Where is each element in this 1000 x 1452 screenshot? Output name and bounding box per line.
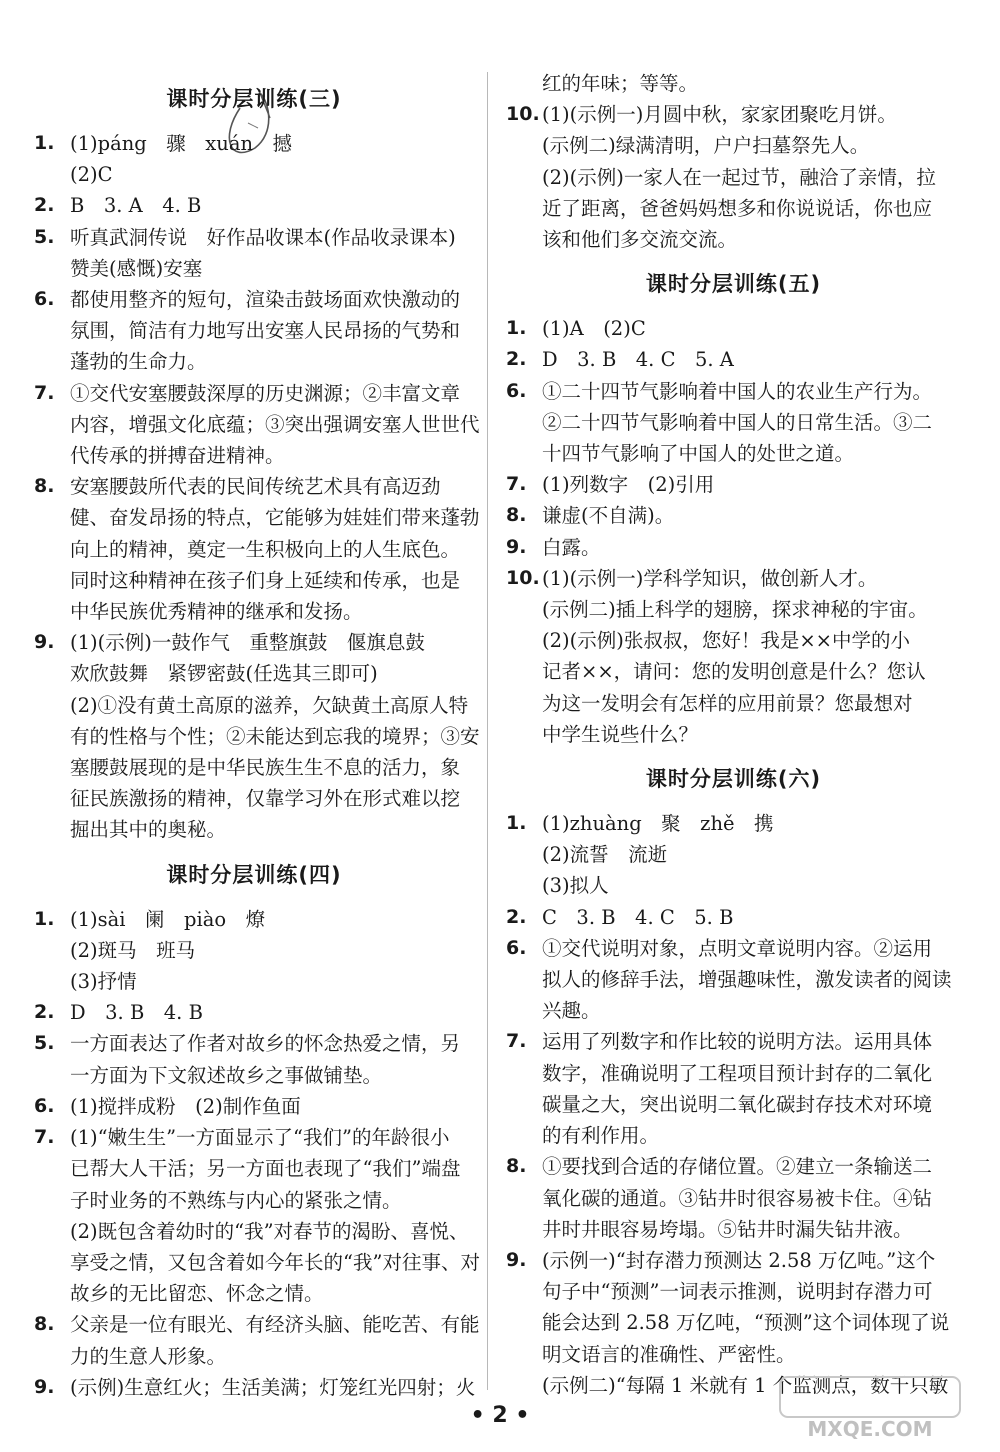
answer-line: 父亲是一位有眼光、有经济头脑、能吃苦、有能 xyxy=(70,1313,480,1337)
answer-line: 一方面表达了作者对故乡的怀念热爱之情，另 xyxy=(70,1032,461,1056)
question-number: 6. xyxy=(34,1094,55,1117)
answer-line: 为这一发明会有怎样的应用前景？您最想对 xyxy=(542,691,913,715)
answer-line: 健、奋发昂扬的特点，它能够为娃娃们带来蓬勃 xyxy=(70,506,480,530)
answer-item xyxy=(34,222,474,284)
answer-line: 运用了列数字和作比较的说明方法。运用具体 xyxy=(542,1030,933,1054)
question-number: 9. xyxy=(506,1248,527,1271)
answer-line: 一方面为下文叙述故乡之事做铺垫。 xyxy=(70,1063,383,1087)
answer-item xyxy=(34,378,480,472)
question-number: 8. xyxy=(506,1155,527,1178)
answer-line: (示例二)绿满清明，户户扫墓祭先人。 xyxy=(542,134,870,158)
answer-line: (1)(示例一)月圆中秋，家家团聚吃月饼。 xyxy=(542,103,897,127)
answer-item xyxy=(506,933,961,1027)
answer-line: (2)①没有黄土高原的滋养，欠缺黄土高原人特 xyxy=(70,693,469,717)
answer-line: C 3. B 4. C 5. B xyxy=(542,905,734,929)
answer-line: 向上的精神，奠定一生积极向上的人生底色。 xyxy=(70,537,461,561)
answer-item xyxy=(506,469,961,500)
answer-line: (1)zhuàng 聚 zhě 携 xyxy=(542,812,774,836)
question-number: 6. xyxy=(506,379,527,402)
answer-line: 赞美(感慨)安塞 xyxy=(70,256,203,280)
answer-item xyxy=(506,500,961,531)
answer-line: 十四节气影响了中国人的处世之道。 xyxy=(542,442,855,466)
question-number: 6. xyxy=(506,936,527,959)
answer-line: 谦虚(不自满)。 xyxy=(542,504,675,528)
answer-line: 井时井眼容易垮塌。⑤钻井时漏失钻井液。 xyxy=(542,1217,913,1241)
answer-item xyxy=(34,997,474,1028)
answer-line: 安塞腰鼓所代表的民间传统艺术具有高迈劲 xyxy=(70,475,441,499)
answer-line: (1)搅拌成粉 (2)制作鱼面 xyxy=(70,1094,301,1118)
answer-line: (示例一)“封存潜力预测达 2.58 万亿吨。”这个 xyxy=(542,1248,936,1272)
answer-line: B 3. A 4. B xyxy=(70,194,202,218)
answer-line: 中学生说些什么？ xyxy=(542,722,699,746)
answer-line: 该和他们多交流交流。 xyxy=(542,228,738,252)
section-title: 课时分层训练(五) xyxy=(645,272,822,297)
answer-line: 数字，准确说明了工程项目预计封存的二氧化 xyxy=(542,1061,933,1085)
question-number: 10. xyxy=(506,103,540,126)
section-title: 课时分层训练(六) xyxy=(645,767,822,792)
answer-line: (2)斑马 班马 xyxy=(70,938,196,962)
answer-line: 白露。 xyxy=(542,535,601,559)
left-column xyxy=(34,70,480,1403)
question-number: 6. xyxy=(34,288,55,311)
answer-line: (1)páng 骤 xuán 撼 xyxy=(70,132,293,155)
answer-line: 氛围，简洁有力地写出安塞人民昂扬的气势和 xyxy=(70,319,461,343)
answer-line: 故乡的无比留恋、怀念之情。 xyxy=(70,1282,324,1306)
question-number: 2. xyxy=(506,905,527,928)
column-divider xyxy=(487,72,488,1390)
answer-item xyxy=(34,190,474,221)
answer-item xyxy=(506,808,961,902)
answer-item xyxy=(34,284,474,378)
question-number: 8. xyxy=(34,1313,55,1336)
section-title: 课时分层训练(三) xyxy=(166,87,342,111)
answer-item xyxy=(506,532,961,563)
question-number: 9. xyxy=(34,1375,55,1398)
answer-line: 兴趣。 xyxy=(542,999,601,1023)
answer-line: 能会达到 2.58 万亿吨，“预测”这个词体现了说 xyxy=(542,1311,950,1335)
question-number: 8. xyxy=(506,504,527,527)
answer-line: 听真武洞传说 好作品收课本(作品收录课本) xyxy=(70,225,456,249)
question-number: 2. xyxy=(506,348,527,371)
answer-line: 碳量之大，突出说明二氧化碳封存技术对环境 xyxy=(542,1092,933,1116)
answer-line: 已帮大人干活；另一方面也表现了“我们”端盘 xyxy=(70,1157,461,1181)
answer-line: D 3. B 4. B xyxy=(70,1001,203,1025)
answer-item xyxy=(34,1122,480,1309)
answer-item xyxy=(506,313,961,344)
question-number: 7. xyxy=(506,1030,527,1053)
answer-line: 句子中“预测”一词表示推测，说明封存潜力可 xyxy=(542,1280,933,1304)
answer-item xyxy=(34,627,480,845)
answer-line: 享受之情，又包含着如今年长的“我”对往事、对 xyxy=(70,1250,480,1274)
answer-line: D 3. B 4. C 5. A xyxy=(542,348,734,372)
answer-line: (示例)生意红火；生活美满；灯笼红光四射；火 xyxy=(70,1375,476,1399)
continued-answer xyxy=(506,68,961,99)
answer-item xyxy=(506,376,961,470)
answer-line: 蓬勃的生命力。 xyxy=(70,350,207,374)
question-number: 1. xyxy=(506,317,527,340)
answer-line: (示例二)插上科学的翅膀，探求神秘的宇宙。 xyxy=(542,598,928,622)
answer-line: (2)(示例)张叔叔，您好！我是××中学的小 xyxy=(542,629,911,653)
answer-line: (1)sài 阑 piào 燎 xyxy=(70,907,266,931)
question-number: 5. xyxy=(34,1032,55,1055)
answer-item xyxy=(34,471,480,627)
answer-line: 红的年味；等等。 xyxy=(542,72,699,95)
answer-item xyxy=(506,902,961,933)
answer-line: 有的性格与个性；②未能达到忘我的境界；③安 xyxy=(70,724,480,748)
question-number: 7. xyxy=(506,473,527,496)
answer-line: 近了距离，爸爸妈妈想多和你说说话，你也应 xyxy=(542,196,933,220)
question-number: 1. xyxy=(506,812,527,835)
question-number: 5. xyxy=(34,225,55,248)
answer-item xyxy=(34,128,474,190)
answer-line: (1)列数字 (2)引用 xyxy=(542,473,715,497)
answer-item xyxy=(34,1028,474,1090)
answer-item xyxy=(34,1309,480,1371)
answer-line: 氧化碳的通道。③钻井时很容易被卡住。④钻 xyxy=(542,1186,933,1210)
answer-line: 欢欣鼓舞 紧锣密鼓(任选其三即可) xyxy=(70,662,378,686)
answer-line: ①交代安塞腰鼓深厚的历史渊源；②丰富文章 xyxy=(70,381,461,405)
answer-line: (1)(示例一)学科学知识，做创新人才。 xyxy=(542,566,878,590)
answer-line: 征民族激扬的精神，仅靠学习外在形式难以挖 xyxy=(70,787,461,811)
section-title: 课时分层训练(四) xyxy=(166,862,342,887)
answer-line: (3)抒情 xyxy=(70,970,137,994)
answer-line: (2)流誓 流逝 xyxy=(542,843,668,867)
answer-line: 拟人的修辞手法，增强趣味性，激发读者的阅读 xyxy=(542,968,952,992)
answer-item xyxy=(506,344,961,375)
answer-line: (2)(示例)一家人在一起过节，融洽了亲情，拉 xyxy=(542,165,936,189)
answer-item xyxy=(506,99,961,255)
answer-line: ①要找到合适的存储位置。②建立一条输送二 xyxy=(542,1155,933,1179)
answer-item xyxy=(506,1026,961,1151)
question-number: 1. xyxy=(34,132,55,154)
answer-line: 中华民族优秀精神的继承和发扬。 xyxy=(70,600,363,624)
answer-line: 同时这种精神在孩子们身上延续和传承，也是 xyxy=(70,568,461,592)
answer-line: (2)既包含着幼时的“我”对春节的渴盼、喜悦、 xyxy=(70,1219,469,1243)
question-number: 1. xyxy=(34,907,55,930)
question-number: 7. xyxy=(34,1126,55,1149)
answer-item xyxy=(506,563,961,750)
answer-line: 明文语言的准确性、严密性。 xyxy=(542,1342,796,1366)
question-number: 9. xyxy=(506,535,527,558)
question-number: 9. xyxy=(34,631,55,654)
answer-item xyxy=(34,904,474,998)
answer-line: ①二十四节气影响着中国人的农业生产行为。 xyxy=(542,379,933,403)
answer-line: ①交代说明对象，点明文章说明内容。②运用 xyxy=(542,936,933,960)
watermark-logo xyxy=(770,1372,970,1442)
answer-line: 子时业务的不熟练与内心的紧张之情。 xyxy=(70,1188,402,1212)
answer-item xyxy=(506,1151,961,1245)
question-number: 8. xyxy=(34,475,55,498)
answer-line: 记者××，请问：您的发明创意是什么？您认 xyxy=(542,660,926,684)
question-number: 2. xyxy=(34,1001,55,1024)
answer-line: (3)拟人 xyxy=(542,874,609,898)
answer-line: 内容，增强文化底蕴；③突出强调安塞人世世代 xyxy=(70,412,480,436)
answer-line: (2)C xyxy=(70,163,113,187)
answer-item xyxy=(34,1091,474,1122)
answer-line: 的有利作用。 xyxy=(542,1124,660,1148)
page-number: • 2 • xyxy=(470,1403,530,1428)
question-number: 10. xyxy=(506,566,540,589)
answer-line: 都使用整齐的短句，渲染击鼓场面欢快激动的 xyxy=(70,288,461,312)
answer-line: (示例二)“每隔 1 米就有 1 个监测点，数千只敏 xyxy=(542,1373,949,1397)
question-number: 7. xyxy=(34,381,55,404)
answer-line: (1)A (2)C xyxy=(542,317,646,341)
right-column xyxy=(506,68,961,1401)
question-number: 2. xyxy=(34,194,55,217)
answer-line: 力的生意人形象。 xyxy=(70,1344,227,1368)
answer-line: ②二十四节气影响着中国人的日常生活。③二 xyxy=(542,410,933,434)
watermark-text: MXQE.COM xyxy=(807,1417,933,1441)
answer-item xyxy=(34,1372,474,1403)
answer-line: 代传承的拼搏奋进精神。 xyxy=(70,444,285,468)
answer-line: 塞腰鼓展现的是中华民族生生不息的活力，象 xyxy=(70,756,461,780)
answer-line: 掘出其中的奥秘。 xyxy=(70,818,227,842)
answer-line: (1)“嫩生生”一方面显示了“我们”的年龄很小 xyxy=(70,1126,450,1150)
answer-line: (1)(示例)一鼓作气 重整旗鼓 偃旗息鼓 xyxy=(70,631,425,655)
